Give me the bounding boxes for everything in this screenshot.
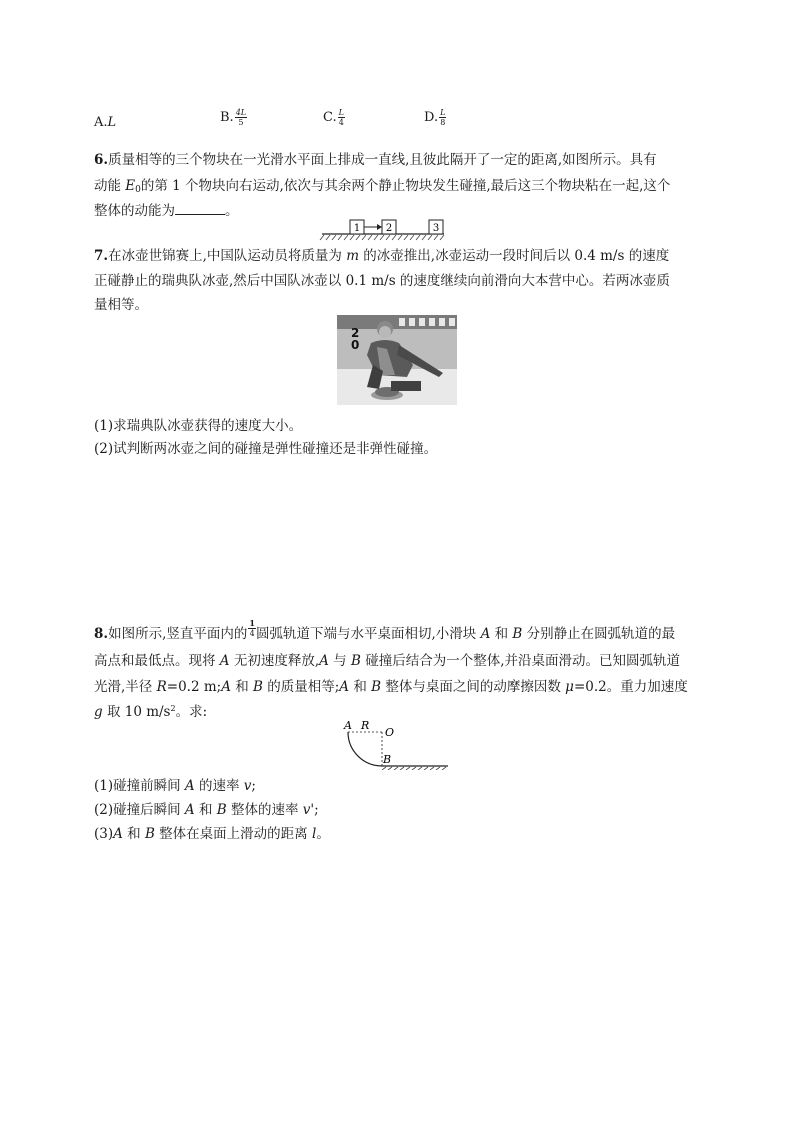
label-b: B <box>383 753 392 766</box>
block-3-label: 3 <box>432 223 440 234</box>
label-a: A <box>344 719 352 732</box>
option-b: B. $\frac{4L}{5}$ <box>220 108 247 127</box>
curling-photo <box>337 315 457 405</box>
block-1-label: 1 <box>353 223 361 234</box>
fraction: $\frac{4L}{5}$ <box>235 108 247 127</box>
quarter-fraction: $\frac{1}{4}$ <box>249 618 255 638</box>
option-a: A.L <box>94 115 117 130</box>
option-d: D. $\frac{L}{8}$ <box>424 108 446 127</box>
fraction: $\frac{L}{8}$ <box>440 108 446 127</box>
q8-sub2: (2)碰撞后瞬间 A 和 B 整体的速率 v'; <box>94 802 319 818</box>
arrow-head <box>377 224 382 230</box>
q7-sub1: (1)求瑞典队冰壶获得的速度大小。 <box>94 418 303 434</box>
arc-track-figure <box>340 718 452 770</box>
q7-line2: 正碰静止的瑞典队冰壶,然后中国队冰壶以 0.1 m/s 的速度继续向前滑向大本营中心。若两冰壶质 <box>94 273 670 289</box>
table-hatching <box>382 767 446 770</box>
q7-line1: 7.在冰壶世锦赛上,中国队运动员将质量为 m 的冰壶推出,冰壶运动一段时间后以 0.4 m/s 的速度 <box>94 248 670 264</box>
q7-sub2: (2)试判断两冰壶之间的碰撞是弹性碰撞还是非弹性碰撞。 <box>94 441 438 457</box>
fraction: $\frac{L}{4}$ <box>338 108 344 127</box>
blocks-figure <box>318 215 448 241</box>
ground-hatching <box>320 235 444 240</box>
q8-line4: g 取 10 $m/s^2$。求: <box>94 704 208 720</box>
label-r: R <box>361 719 370 732</box>
q8-line2: 高点和最低点。现将 A 无初速度释放,A 与 B 碰撞后结合为一个整体,并沿桌面滑动。已知圆弧轨道 <box>94 653 680 669</box>
photo-number: 20 <box>351 326 360 352</box>
quarter-arc <box>348 732 382 766</box>
label-o: O <box>385 726 395 739</box>
q8-sub1: (1)碰撞前瞬间 A 的速率 v; <box>94 778 256 794</box>
answer-blank <box>175 202 225 215</box>
q6-line1: 6.质量相等的三个物块在一光滑水平面上排成一直线,且彼此隔开了一定的距离,如图所示。具有 <box>94 152 657 168</box>
q6-line2: 动能 $E_0$的第 1 个物块向右运动,依次与其余两个静止物块发生碰撞,最后这三个物块粘在一起,这个 <box>94 178 671 195</box>
q7-line3: 量相等。 <box>94 297 148 313</box>
q8-sub3: (3)A 和 B 整体在桌面上滑动的距离 l。 <box>94 826 330 842</box>
q8-line1: 8.如图所示,竖直平面内的 $\frac{1}{4}$ 圆弧轨道下端与水平桌面相切,小滑块 A 和 B 分别静止在圆弧轨道的最 <box>94 618 676 642</box>
q6-line3: 整体的动能为 。 <box>94 203 239 219</box>
block-2-label: 2 <box>385 223 393 234</box>
q8-line3: 光滑,半径 R=0.2 m;A 和 B 的质量相等;A 和 B 整体与桌面之间的动摩擦因数 μ=0.2。重力加速度 <box>94 679 688 695</box>
option-c: C. $\frac{L}{4}$ <box>323 108 344 127</box>
